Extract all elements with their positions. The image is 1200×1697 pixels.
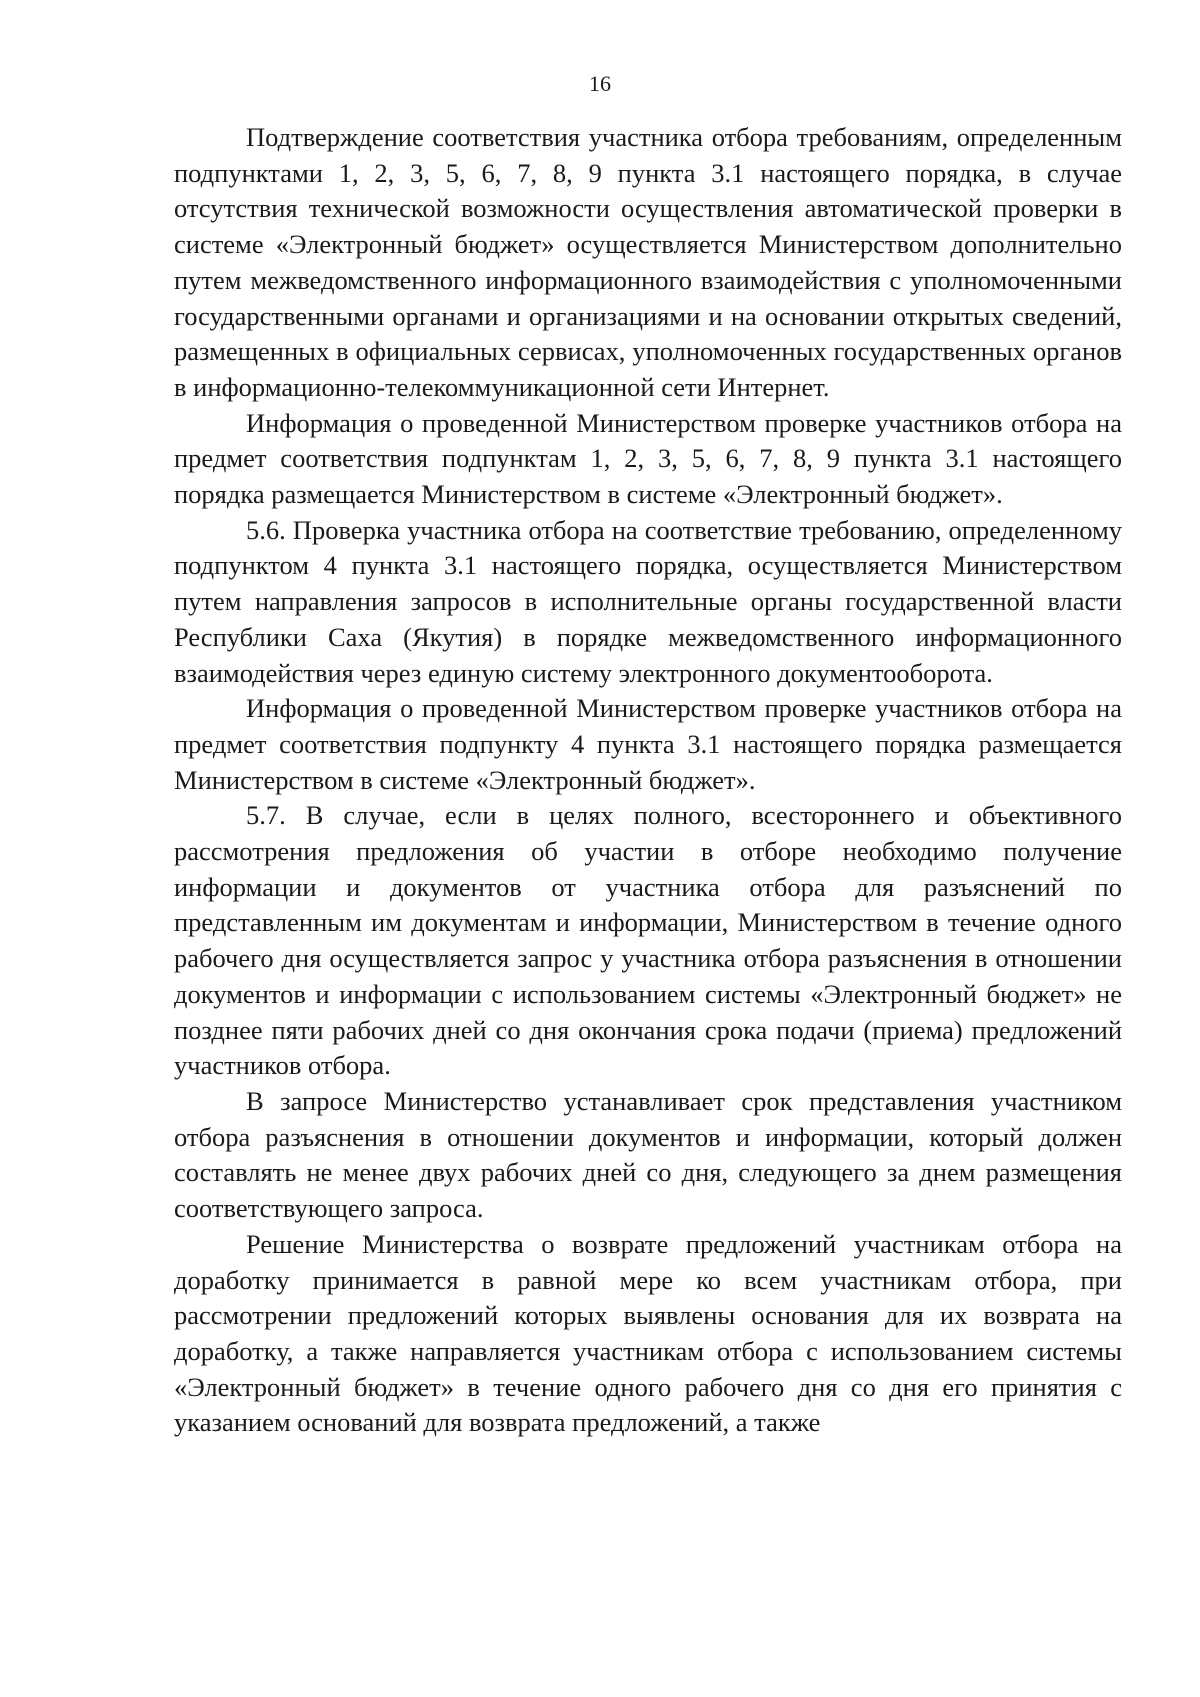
paragraph-check-info: Информация о проведенной Министерством проверке участников отбора на предмет соответствия подпунктам 1, 2, 3, 5, 6, 7, 8, 9 пункта 3.1 настоящего порядка размещается Министерством в системе «Электронный бюджет». <box>174 407 1122 510</box>
paragraph-5-7: 5.7. В случае, если в целях полного, всестороннего и объективного рассмотрения предложения об участии в отборе необходимо получение информации и документов от участника отбора для разъяснений по представленным им документам и информации, Министерством в течение одного рабочего дня осуществляется запрос у участника отбора разъяснения в отношении документов и информации с использованием системы «Электронный бюджет» не позднее пяти рабочих дней со дня окончания срока подачи (приема) предложений участников отбора. <box>174 800 1122 1081</box>
paragraph-check-info-4: Информация о проведенной Министерством проверке участников отбора на предмет соответствия подпункту 4 пункта 3.1 настоящего порядка размещается Министерством в системе «Электронный бюджет». <box>174 693 1122 795</box>
page-number: 16 <box>589 71 611 96</box>
paragraph-request-deadline: В запросе Министерство устанавливает срок представления участником отбора разъяснения в отношении документов и информации, который должен составлять не менее двух рабочих дней со дня, следующего за днем размещения соответствующего запроса. <box>174 1085 1122 1224</box>
paragraph-confirmation: Подтверждение соответствия участника отбора требованиям, определенным подпунктами 1, 2, 3, 5, 6, 7, 8, 9 пункта 3.1 настоящего порядка, в случае отсутствия технической возможности осуществления автоматической проверки в системе «Электронный бюджет» осуществляется Министерством дополнительно путем межведомственного информационного взаимодействия с уполномоченными государственными органами и организациями и на основании открытых сведений, размещенных в официальных сервисах, уполномоченных государственных органов в информационно-телекоммуникационной сети Интернет. <box>174 122 1122 402</box>
paragraph-return-decision: Решение Министерства о возврате предложений участникам отбора на доработку принимается в равной мере ко всем участникам отбора, при рассмотрении предложений которых выявлены основания для их возврата на доработку, а также направляется участникам отбора с использованием системы «Электронный бюджет» в течение одного рабочего дня со дня его принятия с указанием оснований для возврата предложений, а также <box>174 1228 1122 1438</box>
document-body <box>174 120 1122 1441</box>
paragraph-5-6: 5.6. Проверка участника отбора на соответствие требованию, определенному подпунктом 4 пункта 3.1 настоящего порядка, осуществляется Министерством путем направления запросов в исполнительные органы государственной власти Республики Саха (Якутия) в порядке межведомственного информационного взаимодействия через единую систему электронного документооборота. <box>174 514 1122 688</box>
